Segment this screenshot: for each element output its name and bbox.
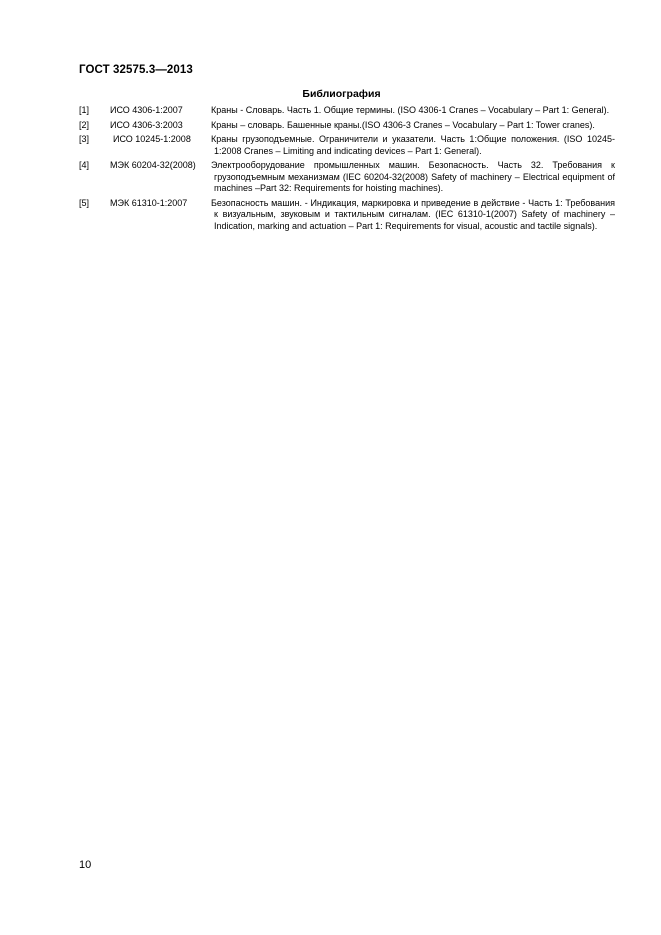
- section-title: Библиография: [302, 88, 381, 100]
- reference-code: МЭК 61310-1:2007: [110, 197, 188, 208]
- reference-code: МЭК 60204-32(2008): [110, 160, 196, 170]
- reference-description: Краны - Словарь. Часть 1. Общие термины. (ISO 4306-1 Cranes – Vocabulary – Part 1: General).: [211, 105, 610, 115]
- bibliography-entry: [79, 134, 615, 157]
- bibliography-list: [79, 105, 615, 235]
- reference-number: [5]: [79, 197, 90, 208]
- reference-number: [4]: [79, 160, 90, 170]
- reference-code: ИСО 10245-1:2008: [113, 134, 191, 144]
- bibliography-entry: [79, 120, 615, 132]
- reference-description: Безопасность машин. - Индикация, маркировка и приведение в действие - Часть 1: Требования к визуальным, звуковым и тактильным сигналам. (IEC 61310-1(2007) Safety of machinery – Indication, marking and actuation – Part 1: Requirements for visual, acoustic and tactile signals).: [211, 197, 615, 231]
- bibliography-entry: [79, 105, 615, 117]
- page-number: 10: [79, 859, 92, 871]
- reference-code: ИСО 4306-1:2007: [110, 105, 183, 115]
- reference-number: [2]: [79, 119, 90, 130]
- reference-number: [1]: [79, 105, 90, 115]
- reference-description: Краны грузоподъемные. Ограничители и указатели. Часть 1:Общие положения. (ISO 10245-1:2008 Cranes – Limiting and indicating devices – Part 1: General).: [211, 134, 615, 156]
- reference-code: ИСО 4306-3:2003: [110, 119, 183, 130]
- bibliography-entry: [79, 198, 615, 233]
- reference-description: Электрооборудование промышленных машин. Безопасность. Часть 32. Требования к грузоподъемным механизмам (IEC 60204-32(2008) Safety of machinery – Electrical equipment of machines –Part 32: Requirements for hoisting machines).: [211, 160, 615, 193]
- bibliography-entry: [79, 160, 615, 195]
- reference-description: Краны – словарь. Башенные краны.(ISO 4306-3 Cranes – Vocabulary – Part 1: Tower cranes).: [211, 119, 595, 130]
- document-code-header: ГОСТ 32575.3—2013: [79, 64, 193, 76]
- reference-number: [3]: [79, 134, 90, 144]
